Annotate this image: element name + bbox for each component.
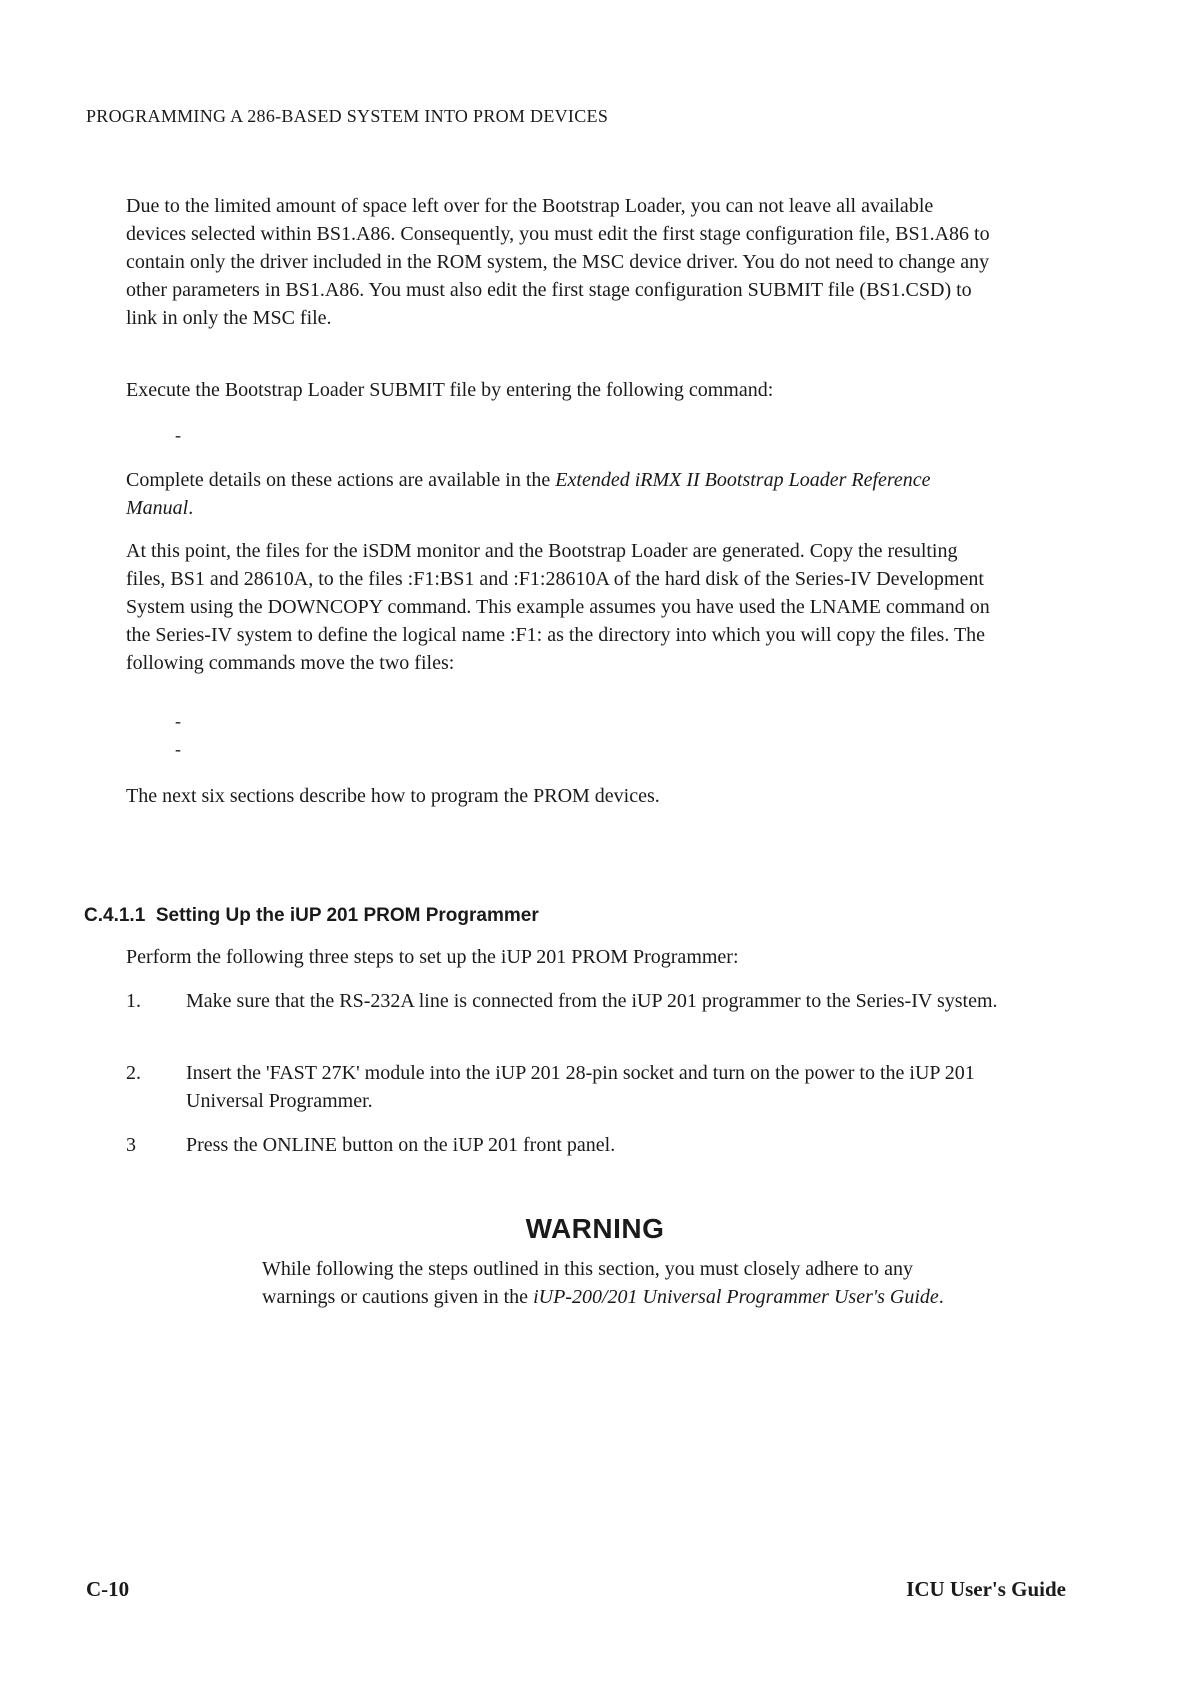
step-number: 2. (126, 1062, 141, 1084)
section-intro: Perform the following three steps to set up the iUP 201 PROM Programmer: (126, 946, 739, 968)
warning-text: While following the steps outlined in this section, you must closely adhere to any warnings or cautions given in the (262, 1258, 913, 1308)
section-number: C.4.1.1 (84, 905, 146, 926)
step-number: 3 (126, 1134, 136, 1156)
page-header: PROGRAMMING A 286-BASED SYSTEM INTO PROM DEVICES (86, 106, 609, 126)
step-text: Insert the 'FAST 27K' module into the iUP 201 28-pin socket and turn on the power to the iUP 201 Universal Programmer. (186, 1062, 975, 1112)
warning-body (262, 1255, 982, 1311)
paragraph-next-sections: The next six sections describe how to program the PROM devices. (126, 785, 660, 807)
step-text: Press the ONLINE button on the iUP 201 front panel. (186, 1134, 616, 1156)
book-title: ICU User's Guide (906, 1577, 1066, 1601)
programmer-guide-title: iUP-200/201 Universal Programmer User's Guide (533, 1286, 939, 1308)
reference-manual-title: Extended iRMX II Bootstrap Loader Reference Manual (126, 469, 931, 519)
command-placeholder-2: - (175, 739, 181, 759)
details-period: . (188, 497, 194, 519)
warning-title: WARNING (525, 1213, 665, 1244)
details-text: Complete details on these actions are available in the (126, 469, 556, 491)
section-title: Setting Up the iUP 201 PROM Programmer (155, 905, 539, 926)
paragraph-copy-files: At this point, the files for the iSDM monitor and the Bootstrap Loader are generated. Copy the resulting files, BS1 and 28610A, to the files :F1:BS1 and :F1:28610A of the hard disk of the Series-IV Development System using the DOWNCOPY command. This example assumes you have used the LNAME command on the Series-IV system to define the logical name :F1: as the directory into which you will copy the files. The following commands move the two files: (126, 540, 990, 674)
paragraph-bootstrap-space: Due to the limited amount of space left over for the Bootstrap Loader, you can not leave all available devices selected within BS1.A86. Consequently, you must edit the first stage configuration file, BS1.A86 to contain only the driver included in the ROM system, the MSC device driver. You do not need to change any other parameters in BS1.A86. You must also edit the first stage configuration SUBMIT file (BS1.CSD) to link in only the MSC file. (126, 195, 990, 329)
paragraph-details-reference (126, 466, 996, 522)
warning-period: . (938, 1286, 944, 1308)
command-placeholder-1: - (175, 711, 181, 731)
step-text: Make sure that the RS-232A line is connected from the iUP 201 programmer to the Series-IV system. (186, 990, 998, 1012)
command-placeholder: - (175, 425, 181, 445)
page-number: C-10 (86, 1577, 130, 1601)
paragraph-execute-submit: Execute the Bootstrap Loader SUBMIT file by entering the following command: (126, 379, 774, 401)
section-heading (84, 905, 984, 927)
step-number: 1. (126, 990, 141, 1012)
